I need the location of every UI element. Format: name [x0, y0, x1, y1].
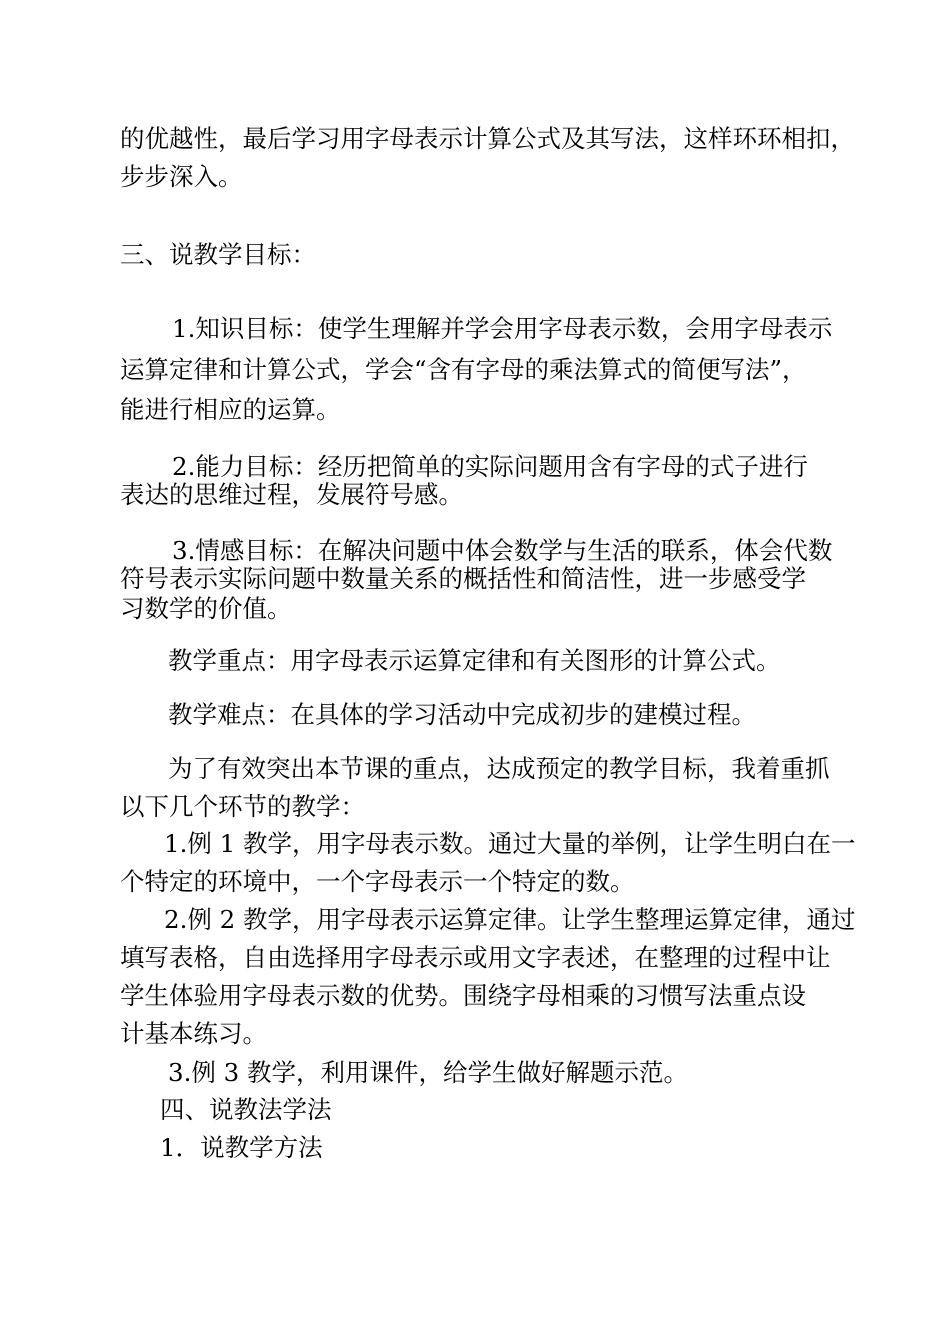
- paragraph-line: 运算定律和计算公式，学会“含有字母的乘法算式的简便写法”，: [120, 355, 807, 384]
- paragraph-line: 个特定的环境中，一个字母表示一个特定的数。: [120, 867, 635, 896]
- paragraph-line: 以下几个环节的教学：: [120, 792, 365, 821]
- paragraph-line: 学生体验用字母表示数的优势。围绕字母相乘的习惯写法重点设: [120, 981, 806, 1010]
- paragraph-line: 表达的思维过程，发展符号感。: [120, 480, 463, 509]
- subsection-heading: 1．说教学方法: [160, 1133, 323, 1162]
- paragraph-line: 习数学的价值。: [120, 594, 292, 623]
- difficulty-line: 教学难点：在具体的学习活动中完成初步的建模过程。: [168, 700, 756, 729]
- paragraph-line: 1.例 1 教学，用字母表示数。通过大量的举例，让学生明白在一: [164, 829, 856, 858]
- paragraph-line: 3.情感目标：在解决问题中体会数学与生活的联系，体会代数: [172, 536, 833, 565]
- section-heading: 四、说教法学法: [160, 1095, 332, 1124]
- paragraph-line: 2.能力目标：经历把简单的实际问题用含有字母的式子进行: [172, 452, 808, 481]
- paragraph-line: 能进行相应的运算。: [120, 395, 341, 424]
- paragraph-line: 1.知识目标：使学生理解并学会用字母表示数，会用字母表示: [172, 314, 833, 343]
- paragraph-line: 为了有效突出本节课的重点，达成预定的教学目标，我着重抓: [168, 754, 830, 783]
- paragraph-line: 2.例 2 教学，用字母表示运算定律。让学生整理运算定律，通过: [164, 905, 856, 934]
- paragraph-line: 计基本练习。: [120, 1019, 267, 1048]
- key-point-line: 教学重点：用字母表示运算定律和有关图形的计算公式。: [168, 646, 781, 675]
- paragraph-line: 步步深入。: [120, 162, 243, 191]
- section-heading: 三、说教学目标：: [120, 240, 316, 269]
- paragraph-line: 符号表示实际问题中数量关系的概括性和简洁性，进一步感受学: [120, 564, 806, 593]
- paragraph-line: 填写表格，自由选择用字母表示或用文字表述，在整理的过程中让: [120, 943, 831, 972]
- paragraph-line: 3.例 3 教学，利用课件，给学生做好解题示范。: [168, 1058, 689, 1087]
- paragraph-line: 的优越性，最后学习用字母表示计算公式及其写法，这样环环相扣，: [120, 124, 855, 153]
